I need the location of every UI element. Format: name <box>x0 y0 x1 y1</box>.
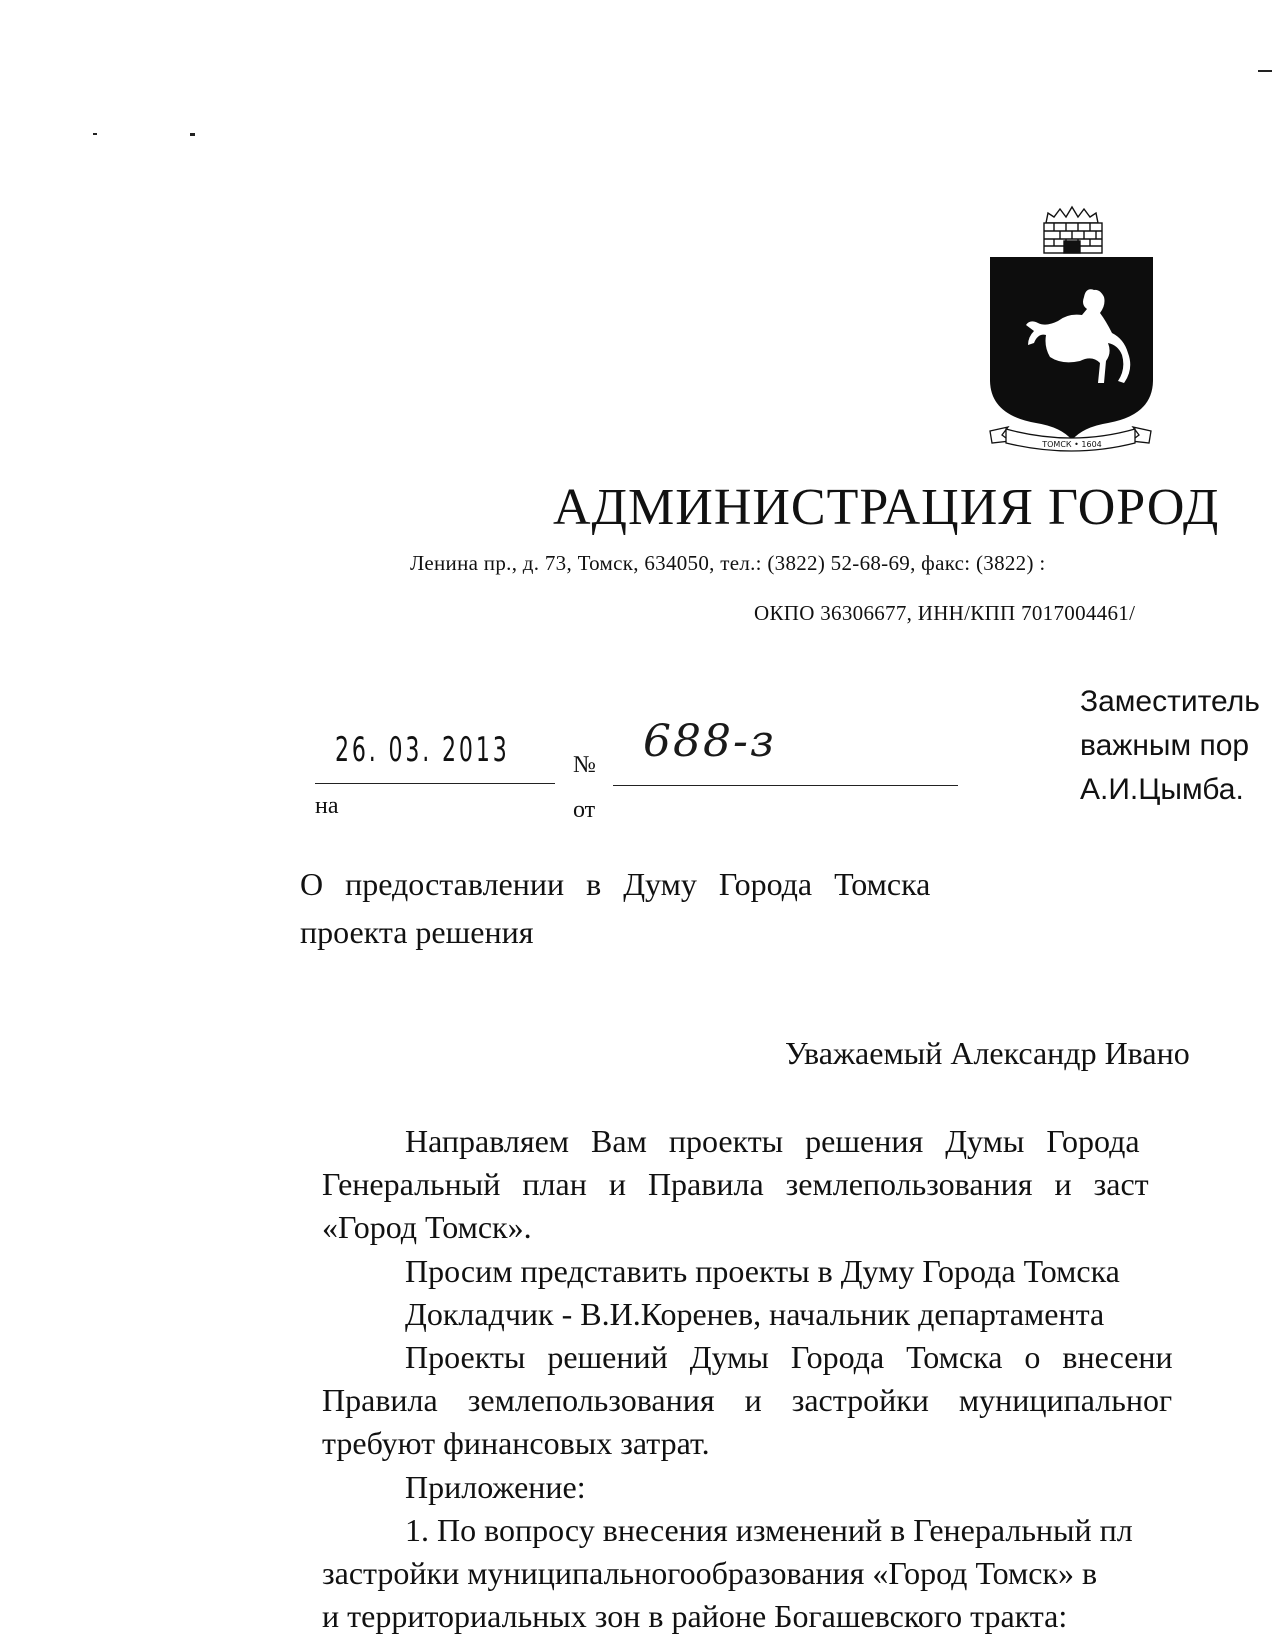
body-line: Просим представить проекты в Думу Города Томска <box>405 1252 1120 1289</box>
body-line: Докладчик - В.И.Коренев, начальник департамента <box>405 1295 1105 1332</box>
coat-of-arms-icon <box>988 205 1153 465</box>
organization-codes: ОКПО 36306677, ИНН/КПП 7017004461/ <box>754 601 1136 625</box>
subject-line: О предоставлении в Думу Города Томска <box>300 866 931 902</box>
organization-name: АДМИНИСТРАЦИЯ ГОРОД <box>553 479 1220 536</box>
addressee-line: Заместитель <box>1080 685 1260 718</box>
letter-body <box>322 1120 1173 1638</box>
label-ot: от <box>573 797 596 823</box>
number-sign: № <box>573 752 596 778</box>
body-line: Проекты решений Думы Города Томска о внесени <box>405 1339 1173 1376</box>
addressee-block <box>1080 680 1260 812</box>
registration-number: 688-з <box>643 716 776 767</box>
label-na: на <box>315 793 339 819</box>
body-line: застройки муниципальногообразования «Город Томск» в <box>322 1555 1098 1592</box>
date-underline <box>315 783 555 784</box>
body-line: и территориальных зон в районе Богашевского тракта: <box>322 1598 1068 1635</box>
scan-speck <box>1258 70 1272 72</box>
scan-speck <box>93 133 97 135</box>
number-underline <box>613 785 958 786</box>
body-line: Правила землепользования и застройки муниципальног <box>322 1382 1173 1419</box>
body-line: «Город Томск». <box>322 1209 532 1246</box>
scan-speck <box>190 133 195 136</box>
crown-icon <box>1044 207 1102 253</box>
body-line: требуют финансовых затрат. <box>322 1425 710 1462</box>
addressee-line: важным пор <box>1080 729 1250 762</box>
body-line: 1. По вопросу внесения изменений в Генеральный пл <box>405 1511 1133 1548</box>
body-line: Генеральный план и Правила землепользования и заст <box>322 1166 1149 1203</box>
subject-line: проекта решения <box>300 914 534 950</box>
letter-subject <box>300 860 1060 956</box>
organization-address: Ленина пр., д. 73, Томск, 634050, тел.: (3822) 52-68-69, факс: (3822) : <box>410 551 1046 575</box>
body-line: Приложение: <box>405 1468 586 1505</box>
addressee-line: А.И.Цымба. <box>1080 773 1244 806</box>
registration-date: 26. 03. 2013 <box>335 730 510 770</box>
body-line: Направляем Вам проекты решения Думы Города <box>405 1123 1140 1159</box>
salutation: Уважаемый Александр Ивано <box>785 1035 1190 1071</box>
emblem-motto: ТОМСК • 1604 <box>1042 440 1102 449</box>
